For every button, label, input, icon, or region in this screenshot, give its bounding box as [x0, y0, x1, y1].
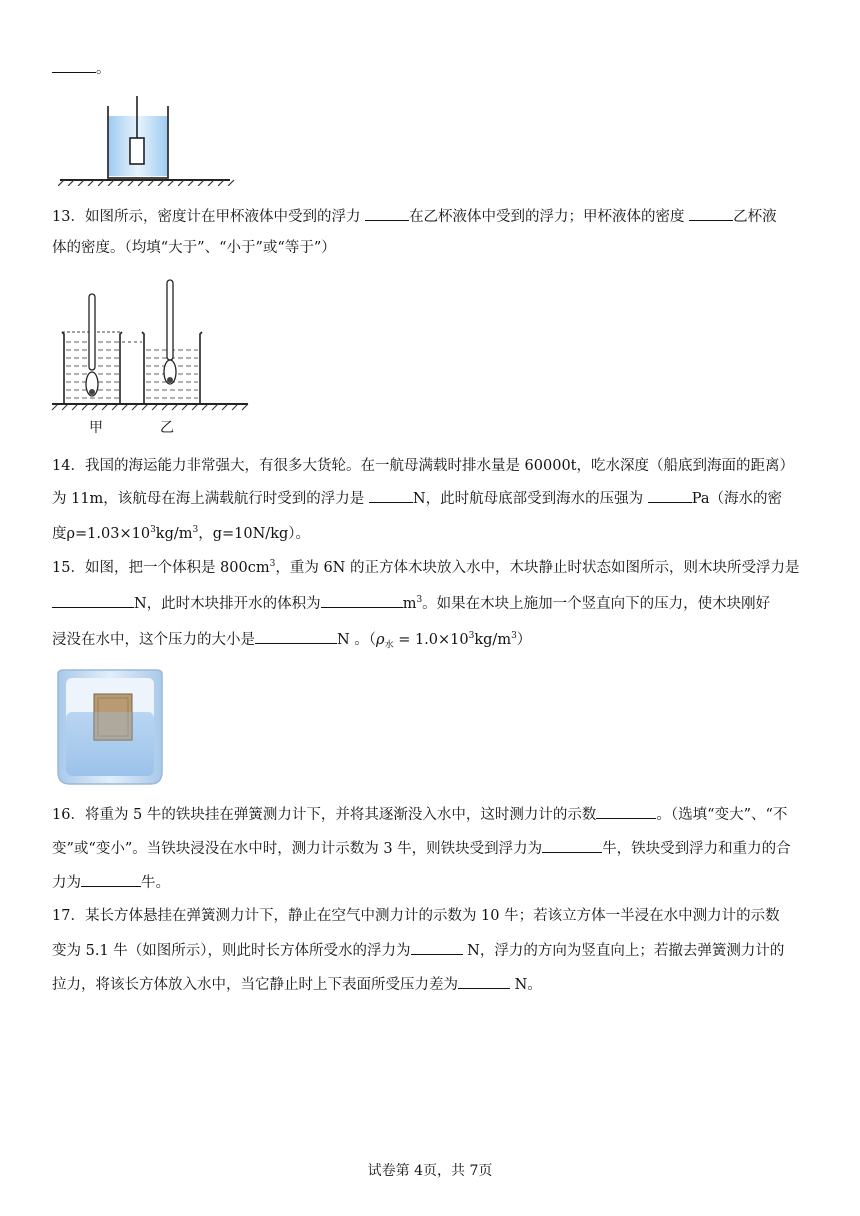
beaker-wood-figure [54, 668, 166, 788]
q15-line1: 15．如图，把一个体积是 $800cm^3$，重为 6N 的正方体木块放入水中，木块静止时状态如图所示，则木块所受浮力是 [52, 559, 800, 576]
prev-question-tail: 。 [52, 58, 111, 79]
block [130, 138, 144, 164]
q17-line1: 17．某长方体悬挂在弹簧测力计下，静止在空气中测力计的示数为 10 牛；若该立方体一半浸在水中测力计的示数 [52, 908, 780, 924]
q13-line2: 体的密度。（均填“大于”、“小于”或“等于”） [52, 240, 336, 256]
label-jia: 甲 [89, 420, 103, 436]
q15-line2: N，此时木块排开水的体积为 $m^3$。如果在木块上施加一个竖直向下的压力，使木块刚好 [52, 590, 770, 614]
cup-jia [62, 294, 122, 404]
beaker-block-figure [58, 94, 238, 186]
cup-yi [142, 280, 202, 404]
page-footer: 试卷第 4页，共 7页 [367, 1163, 493, 1179]
q16-blank-3[interactable] [81, 872, 141, 887]
q14-line3: 度$\rho=1.03\times 10^3kg/m^3$，g=10N/kg）。 [52, 525, 311, 542]
q13-blank-1[interactable] [365, 206, 409, 221]
hydrometer-cups-figure [50, 276, 250, 412]
q15-line3: 浸没在水中，这个压力的大小是 N 。$(\rho_水 = 1.0\times 10^3kg/m^3)$ [52, 626, 531, 656]
q14-blank-1[interactable] [369, 488, 413, 503]
q16-line2: 变”或“变小”。当铁块浸没在水中时，测力计示数为 3 牛，则铁块受到浮力为 牛，铁块受到浮力和重力的合 [52, 838, 791, 859]
answer-blank[interactable] [52, 58, 96, 73]
q14-line1: 14．我国的海运能力非常强大，有很多大货轮。在一航母满载时排水量是 60000t，吃水深度（船底到海面的距离） [52, 458, 795, 474]
q16-line1: 16．将重为 5 牛的铁块挂在弹簧测力计下，并将其逐渐没入水中，这时测力计的示数 。（选填“变大”、“不 [52, 804, 787, 825]
q15-blank-2[interactable] [321, 593, 403, 608]
q17-line2: 变为 5.1 牛（如图所示），则此时长方体所受水的浮力为 N，浮力的方向为竖直向上；若撤去弹簧测力计的 [52, 940, 784, 961]
q14-blank-2[interactable] [648, 488, 692, 503]
q15-blank-3[interactable] [255, 629, 337, 644]
label-yi: 乙 [160, 420, 174, 436]
q17-blank-1[interactable] [411, 940, 463, 955]
q16-blank-1[interactable] [596, 804, 656, 819]
q13-blank-2[interactable] [689, 206, 733, 221]
q14-line2: 为 11m，该航母在海上满载航行时受到的浮力是 N，此时航母底部受到海水的压强为 Pa（海水的密 [52, 488, 782, 509]
q17-blank-2[interactable] [458, 974, 510, 989]
q15-blank-1[interactable] [52, 593, 134, 608]
q13-line1: 13．如图所示，密度计在甲杯液体中受到的浮力 在乙杯液体中受到的浮力；甲杯液体的密度 乙杯液 [52, 206, 777, 227]
q17-line3: 拉力，将该长方体放入水中，当它静止时上下表面所受压力差为 N。 [52, 974, 542, 995]
q16-line3: 力为 牛。 [52, 872, 170, 893]
submerged-part [94, 712, 132, 740]
q16-blank-2[interactable] [542, 838, 602, 853]
